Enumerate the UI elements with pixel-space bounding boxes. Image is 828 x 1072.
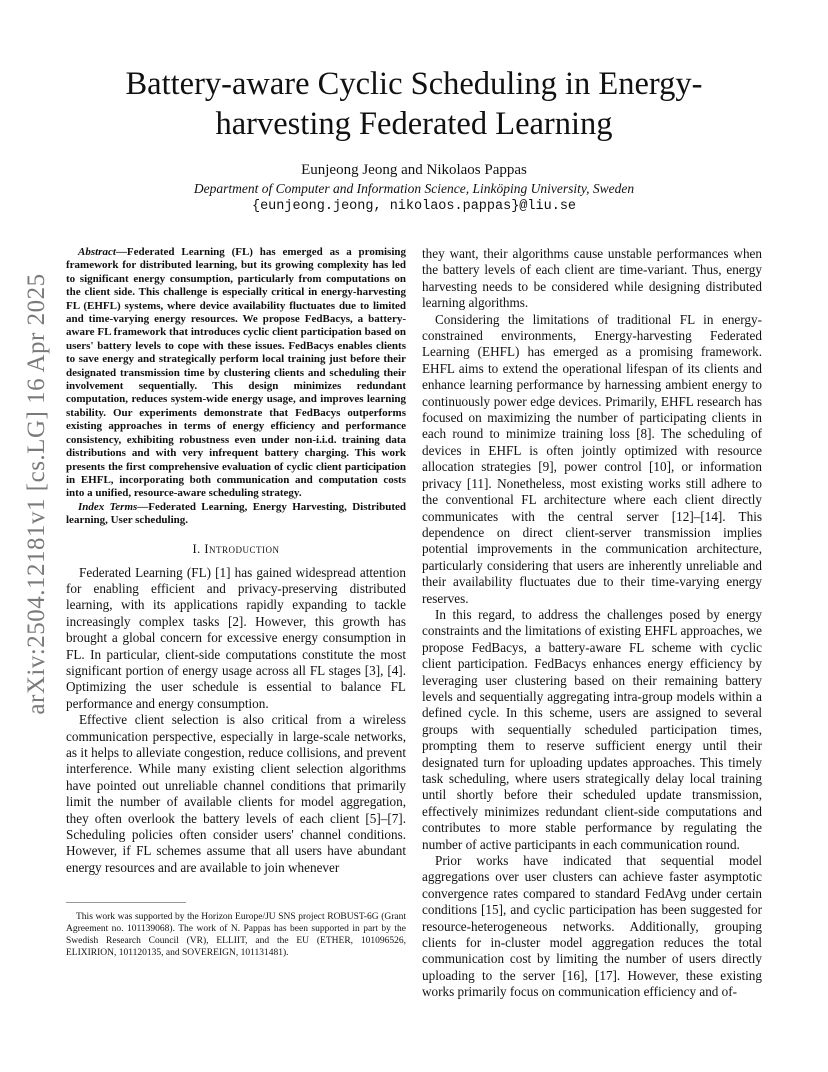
- abstract-text: —Federated Learning (FL) has emerged as a promising framework for distributed learning, but its growing complexity has led to significant energy consumption, particularly from computations on the client side. This challenge is especially critical in energy-harvesting FL (EHFL) systems, where device availability fluctuates due to limited and time-varying energy resources. We propose FedBacys, a battery-aware FL framework that introduces cyclic client participation based on users' battery levels to cope with these issues. FedBacys enables clients to save energy and strategically perform local training just before their designated transmission time by clustering clients and scheduling their involvement sequentially. This design minimizes redundant computation, reduces system-wide energy usage, and improves learning stability. Our experiments demonstrate that FedBacys outperforms existing approaches in terms of energy efficiency and performance consistency, exhibiting robustness even under non-i.i.d. training data distributions and with very infrequent battery charging. This work presents the first comprehensive evaluation of cyclic client participation in EHFL, incorporating both communication and computation costs into a unified, resource-aware scheduling strategy.: [66, 246, 406, 500]
- body-paragraph: In this regard, to address the challenges posed by energy constraints and the limitations of existing EHFL approaches, we propose FedBacys, a battery-aware FL scheme with cyclic client participation. FedBacys enhances energy efficiency by leveraging user clustering based on their remaining battery levels and sequentially aggregating intra-group models within a defined cycle. In this scheme, users are assigned to several groups with sequentially scheduled participation times, prompting them to reserve sufficient energy until their designated turn for uploading updates approaches. This timely task scheduling, where users strategically delay local training until shortly before their scheduled update transmission, effectively minimizes redundant client-side computations and contributes to more stable performance by regulating the number of active participants in each communication round.: [422, 606, 762, 852]
- body-paragraph: Federated Learning (FL) [1] has gained widespread attention for enabling efficient and privacy-preserving distributed learning, with its applications rapidly expanding to tackle increasingly complex tasks [2]. However, this growth has brought a global concern for excessive energy consumption in FL. In particular, client-side computations constitute the most significant portion of energy usage across all FL stages [3], [4]. Optimizing the user schedule is essential to balance FL performance and energy consumption.: [66, 564, 406, 711]
- right-column: [422, 246, 762, 1001]
- paper-title: Battery-aware Cyclic Scheduling in Energy-harvesting Federated Learning: [125, 66, 703, 142]
- index-terms-text: —Federated Learning, Energy Harvesting, Distributed learning, User scheduling.: [66, 500, 406, 527]
- abstract: [66, 246, 406, 501]
- section-heading-introduction: I. Introduction: [192, 541, 280, 556]
- index-terms-label: Index Terms: [78, 500, 138, 513]
- abstract-label: Abstract: [78, 246, 116, 258]
- left-column: [66, 246, 406, 876]
- body-paragraph: Considering the limitations of traditional FL in energy-constrained environments, Energy-harvesting Federated Learning (EHFL) has emerged as a promising framework. EHFL aims to extend the operational lifespan of its clients and enhance learning performance by harnessing ambient energy to continuously power edge devices. Primarily, EHFL research has focused on maximizing the number of participating clients in each round to minimize training loss [8]. The scheduling of devices in EHFL is often jointly optimized with resource allocation strategies [9], power control [10], or information privacy [11]. Nonetheless, most existing works still adhere to the conventional FL architecture where each client directly communicates with the central server [12]–[14]. This dependence on direct client-server transmission implies potential improvements in the communication architecture, particularly considering that users are inherently unreliable and their availability fluctuates due to their time-varying energy reserves.: [422, 311, 762, 606]
- index-terms: [66, 501, 406, 528]
- arxiv-sidebar-stamp: [22, 273, 52, 715]
- author-emails: {eunjeong.jeong, nikolaos.pappas}@liu.se: [251, 199, 577, 214]
- footnote-divider: [66, 902, 186, 903]
- paper-authors: Eunjeong Jeong and Nikolaos Pappas: [301, 162, 527, 178]
- funding-footnote: This work was supported by the Horizon Europe/JU SNS project ROBUST-6G (Grant Agreement no. 101139068). The work of N. Pappas has been supported in part by the Swedish Research Council (VR), ELLIIT, and the EU (ETHER, 101096526, ELIXIRION, 101120135, and SOVEREIGN, 101131481).: [66, 912, 406, 958]
- arxiv-identifier: arXiv:2504.12181v1 [cs.LG] 16 Apr 2025: [23, 273, 50, 715]
- body-paragraph: Prior works have indicated that sequential model aggregations over user clusters can achieve faster asymptotic convergence rates compared to standard FedAvg under certain conditions [15], and cyclic participation has been suggested for resource-heterogeneous networks. Additionally, grouping clients for in-cluster model aggregation reduces the total communication cost by limiting the number of users directly uploading to the server [16], [17]. However, these existing works primarily focus on communication efficiency and of-: [422, 853, 762, 1000]
- author-affiliation: Department of Computer and Information Science, Linköping University, Sweden: [193, 181, 635, 196]
- body-paragraph: they want, their algorithms cause unstable performances when the battery levels of each client are time-variant. Thus, energy harvesting needs to be considered while designing distributed learning algorithms.: [422, 246, 762, 311]
- body-paragraph: Effective client selection is also critical from a wireless communication perspective, especially in large-scale networks, as it helps to alleviate congestion, reduce collisions, and prevent interference. While many existing client selection algorithms have pointed out unreliable channel conditions that primarily limit the number of available clients for model aggregation, they often overlook the battery levels of each client [5]–[7]. Scheduling policies often consider users' channel conditions. However, if FL schemes assume that all users have abundant energy resources and are available to join whenever: [66, 712, 406, 875]
